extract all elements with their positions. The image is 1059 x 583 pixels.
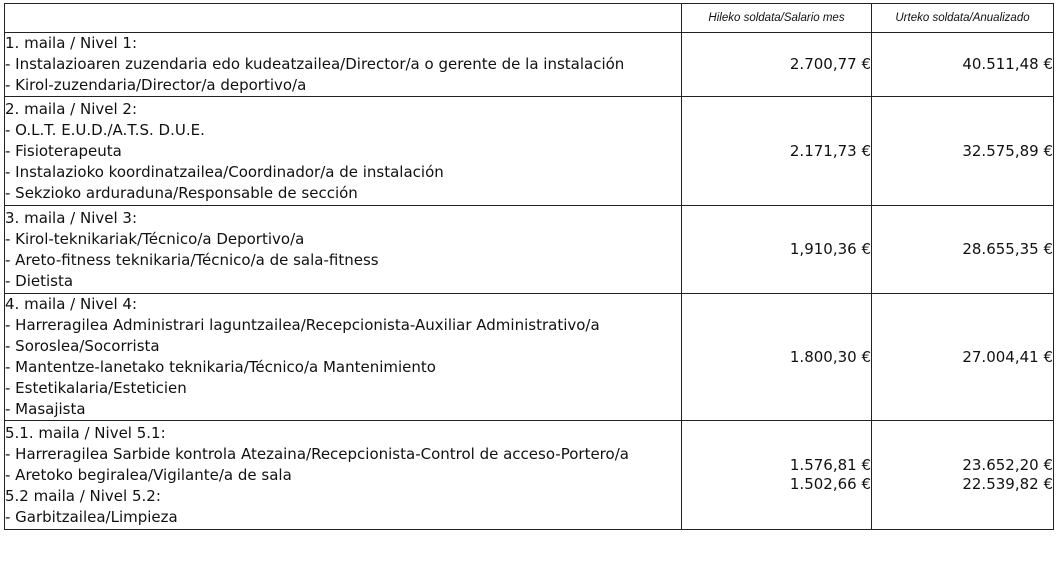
- level-title: 4. maila / Nivel 4:: [5, 295, 138, 313]
- job-title: - Kirol-teknikariak/Técnico/a Deportivo/a: [5, 229, 305, 248]
- job-title: - Instalazioko koordinatzailea/Coordinador/a de instalación: [5, 162, 444, 181]
- annual-salary: 40.511,48 €: [962, 55, 1053, 73]
- annual-salary-cell: [872, 421, 1054, 530]
- level-title: 5.1. maila / Nivel 5.1:: [5, 423, 166, 442]
- job-title: - Garbitzailea/Limpieza: [5, 507, 178, 526]
- level-description: [5, 421, 682, 530]
- table-row-level-5: [5, 421, 1054, 530]
- monthly-salary-level-5-1: 1.576,81 €: [789, 456, 871, 474]
- annual-salary-cell: [872, 33, 1054, 97]
- job-title: - Dietista: [5, 271, 74, 290]
- job-title: - Instalazioaren zuzendaria edo kudeatzailea/Director/a o gerente de la instalación: [5, 55, 625, 73]
- annual-salary: 28.655,35 €: [962, 240, 1053, 258]
- monthly-salary-cell: [682, 421, 872, 530]
- level-title: 1. maila / Nivel 1:: [5, 34, 138, 52]
- monthly-salary-level-5-2: 1.502,66 €: [789, 475, 871, 493]
- monthly-salary: 1.800,30 €: [789, 347, 871, 366]
- annual-salary-cell: [872, 294, 1054, 421]
- job-title: - Masajista: [5, 400, 86, 418]
- job-title: - Fisioterapeuta: [5, 141, 122, 160]
- annual-salary: 32.575,89 €: [962, 141, 1053, 160]
- job-title: - Harreragilea Administrari laguntzailea/Recepcionista-Auxiliar Administrativo/a: [5, 316, 600, 334]
- annual-salary-level-5-1: 23.652,20 €: [962, 456, 1053, 474]
- job-title: - Soroslea/Socorrista: [5, 337, 160, 355]
- annual-salary-cell: [872, 206, 1054, 294]
- header-monthly-salary: Hileko soldata/Salario mes: [682, 4, 872, 33]
- header-blank-cell: [5, 4, 682, 33]
- annual-salary-cell: [872, 97, 1054, 206]
- job-title: - Kirol-zuzendaria/Director/a deportivo/a: [5, 76, 307, 94]
- job-title: - Aretoko begiralea/Vigilante/a de sala: [5, 465, 292, 484]
- monthly-salary: 1,910,36 €: [789, 240, 871, 258]
- header-row: [5, 4, 1054, 33]
- job-title: - Estetikalaria/Esteticien: [5, 379, 187, 397]
- table-row-level-2: [5, 97, 1054, 206]
- annual-salary: 27.004,41 €: [962, 347, 1053, 366]
- header-annual-salary: Urteko soldata/Anualizado: [872, 4, 1054, 33]
- table-row-level-4: [5, 294, 1054, 421]
- monthly-salary: 2.171,73 €: [789, 141, 871, 160]
- annual-salary-level-5-2: 22.539,82 €: [962, 475, 1053, 493]
- table-row-level-3: [5, 206, 1054, 294]
- level-description: [5, 206, 682, 294]
- monthly-salary-cell: [682, 97, 872, 206]
- level-title: 3. maila / Nivel 3:: [5, 208, 138, 227]
- job-title: - Areto-fitness teknikaria/Técnico/a de sala-fitness: [5, 250, 379, 269]
- job-title: - Harreragilea Sarbide kontrola Atezaina/Recepcionista-Control de acceso-Portero/a: [5, 444, 629, 463]
- level-title: 5.2 maila / Nivel 5.2:: [5, 486, 161, 505]
- level-description: [5, 33, 682, 97]
- table-row-level-1: [5, 33, 1054, 97]
- job-title: - O.L.T. E.U.D./A.T.S. D.U.E.: [5, 120, 205, 139]
- level-description: [5, 294, 682, 421]
- job-title: - Sekzioko arduraduna/Responsable de sección: [5, 183, 358, 202]
- job-title: - Mantentze-lanetako teknikaria/Técnico/a Mantenimiento: [5, 358, 436, 376]
- level-description: [5, 97, 682, 206]
- level-title: 2. maila / Nivel 2:: [5, 99, 138, 118]
- monthly-salary-cell: [682, 294, 872, 421]
- monthly-salary-cell: [682, 206, 872, 294]
- salary-table: [4, 3, 1054, 530]
- monthly-salary: 2.700,77 €: [789, 55, 871, 73]
- monthly-salary-cell: [682, 33, 872, 97]
